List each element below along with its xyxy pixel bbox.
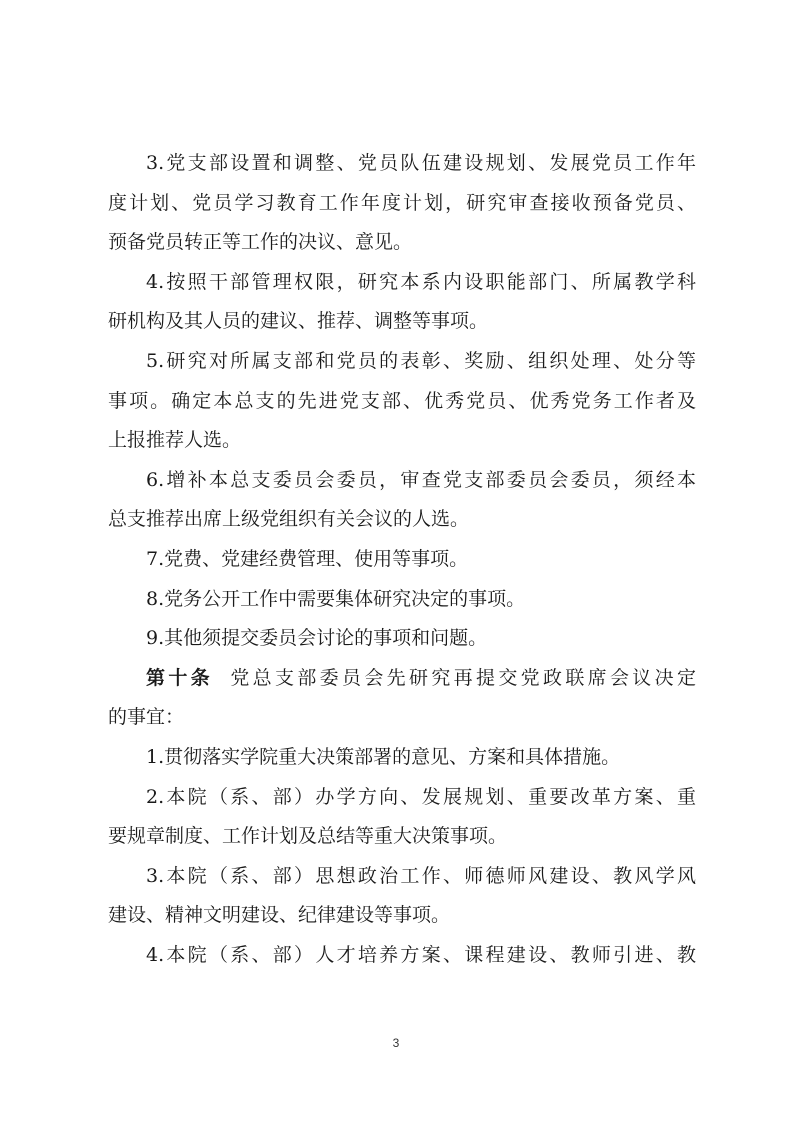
- article-10-line: [108, 659, 696, 699]
- page-number: 3: [392, 1036, 400, 1050]
- text-line: 5.研究对所属支部和党员的表彰、奖励、组织处理、处分等: [146, 349, 696, 372]
- text-line: 3.党支部设置和调整、党员队伍建设规划、发展党员工作年: [146, 152, 696, 174]
- text-line: 度计划、党员学习教育工作年度计划，研究审查接收预备党员、: [108, 191, 696, 214]
- text-line: 要规章制度、工作计划及总结等重大决策事项。: [108, 825, 508, 848]
- text-line: 建设、精神文明建设、纪律建设等事项。: [108, 904, 451, 927]
- document-body: [108, 144, 696, 975]
- text-line: 6.增补本总支委员会委员，审查党支部委员会委员，须经本: [146, 468, 696, 491]
- text-line: 事项。确定本总支的先进党支部、优秀党员、优秀党务工作者及: [108, 389, 696, 412]
- article-text: 党总支部委员会先研究再提交党政联席会议决定: [227, 666, 696, 689]
- article-heading: 第十条: [146, 666, 213, 689]
- text-line: 2.本院（系、部）办学方向、发展规划、重要改革方案、重: [146, 785, 696, 808]
- text-line: 上报推荐人选。: [108, 429, 242, 452]
- text-line: 3.本院（系、部）思想政治工作、师德师风建设、教风学风: [146, 864, 696, 887]
- text-line: 9.其他须提交委员会讨论的事项和问题。: [146, 627, 488, 650]
- text-line: 研机构及其人员的建议、推荐、调整等事项。: [108, 310, 489, 333]
- text-line: 4.本院（系、部）人才培养方案、课程建设、教师引进、教: [146, 943, 696, 966]
- text-line: 4.按照干部管理权限，研究本系内设职能部门、所属教学科: [146, 270, 696, 293]
- text-line: 8.党务公开工作中需要集体研究决定的事项。: [146, 587, 526, 610]
- text-line: 的事宜：: [108, 706, 185, 729]
- text-line: 7.党费、党建经费管理、使用等事项。: [146, 547, 469, 570]
- text-line: 1.贯彻落实学院重大决策部署的意见、方案和具体措施。: [146, 745, 621, 768]
- text-line: 总支推荐出席上级党组织有关会议的人选。: [108, 508, 470, 531]
- text-line: 预备党员转正等工作的决议、意见。: [108, 231, 413, 254]
